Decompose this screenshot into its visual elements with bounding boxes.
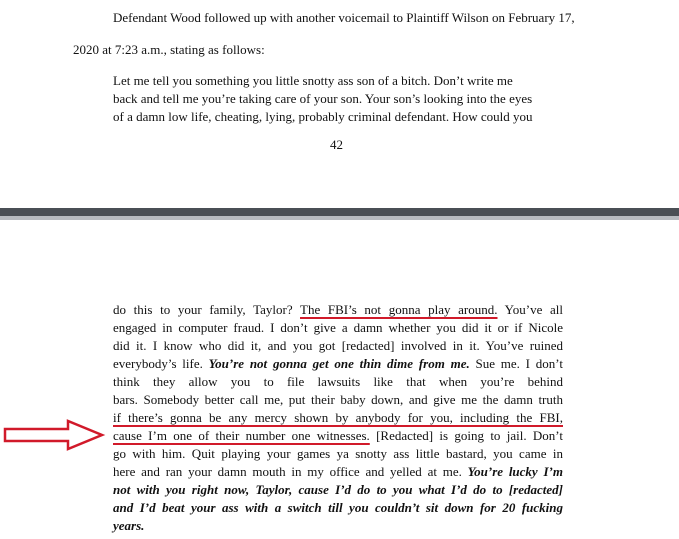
emphasized-phrase: You’re not gonna get one thin dime from me.	[208, 356, 470, 371]
page-divider-shadow	[0, 216, 679, 220]
quote-text: do this to your family, Taylor?	[113, 302, 301, 317]
quote-line	[113, 428, 563, 444]
quote-line: think they allow you to file lawsuits like that when you’re behind	[113, 374, 563, 389]
quote-line: not with you right now, Taylor, cause I’d do to you what I’d do to [redacted]	[113, 482, 563, 497]
quote-line	[113, 410, 563, 426]
red-outline-arrow-icon	[2, 418, 106, 452]
quote-line: engaged in computer fraud. I don’t give a damn whether you did it or if Nicole	[113, 320, 563, 335]
quote-text: You’ve all	[497, 302, 563, 317]
page-divider	[0, 208, 679, 216]
quote-line: go with him. Quit playing your games ya snotty ass little bastard, you came in	[113, 446, 563, 461]
quote-line: and I’d beat your ass with a switch till you couldn’t sit down for 20 fucking	[113, 500, 563, 515]
quote-text: Sue me. I don’t	[469, 356, 563, 371]
highlighted-phrase: cause I’m one of their number one witnesses.	[113, 428, 370, 443]
quote-text: here and ran your damn mouth in my office and yelled at me.	[113, 464, 468, 479]
quote-line: did it. I know who did it, and you got [redacted] involved in it. You’ve ruined	[113, 338, 563, 353]
quote-text: [Redacted] is going to jail. Don’t	[369, 428, 563, 443]
emphasized-phrase: You’re lucky I’m	[467, 464, 563, 479]
quote-line	[113, 356, 563, 372]
quote-line	[113, 302, 563, 318]
quote-line	[113, 464, 563, 480]
highlighted-phrase: if there’s gonna be any mercy shown by anybody for you, including the FBI,	[113, 410, 563, 425]
quote-line: Let me tell you something you little snotty ass son of a bitch. Don’t write me	[113, 73, 513, 88]
quote-text: everybody’s life.	[113, 356, 209, 371]
quote-line: bars. Somebody better call me, put their baby down, and give me the damn truth	[113, 392, 563, 407]
quote-line: back and tell me you’re taking care of your son. Your son’s looking into the eyes	[113, 91, 533, 106]
text-line: 2020 at 7:23 a.m., stating as follows:	[73, 42, 265, 57]
highlighted-phrase: The FBI’s not gonna play around.	[300, 302, 498, 317]
quote-line: years.	[113, 518, 145, 533]
text-line: Defendant Wood followed up with another voicemail to Plaintiff Wilson on February 17,	[113, 10, 575, 25]
page-number: 42	[330, 137, 343, 152]
quote-line: of a damn low life, cheating, lying, probably criminal defendant. How could you	[113, 109, 533, 124]
